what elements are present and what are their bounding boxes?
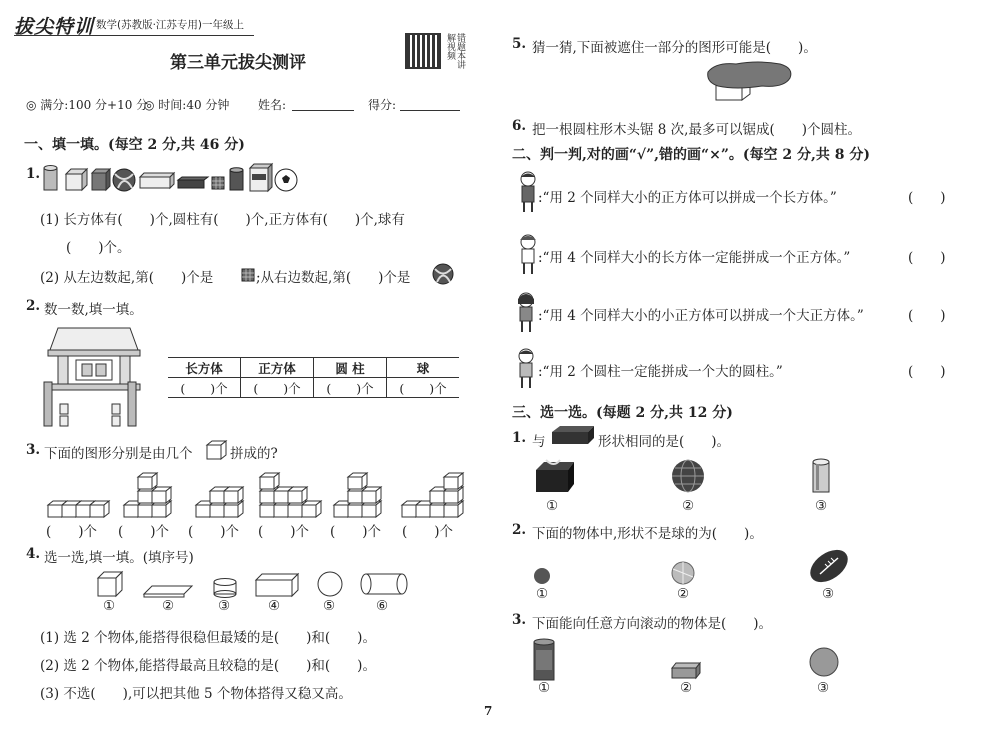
q6-number: 6. bbox=[512, 118, 527, 134]
s3-q1-number: 1. bbox=[512, 430, 527, 446]
s3-q3-number: 3. bbox=[512, 612, 527, 628]
brand-logo: 拔尖特训 bbox=[14, 16, 95, 38]
q4-number: 4. bbox=[26, 546, 41, 562]
jar-icon bbox=[532, 636, 558, 682]
cube-stack-6 bbox=[402, 473, 463, 517]
eraser-icon bbox=[670, 660, 702, 680]
soccer-ball-icon bbox=[275, 169, 297, 191]
q3-answer-5[interactable]: ( )个 bbox=[330, 524, 382, 540]
answer-cell[interactable]: ( )个 bbox=[241, 378, 314, 398]
name-field[interactable] bbox=[292, 110, 354, 111]
s3-q3-label-2: ② bbox=[680, 680, 693, 696]
cube-stack-1 bbox=[48, 501, 109, 517]
cube-stack-figures bbox=[40, 468, 470, 520]
s3-q1-text-a: 与 bbox=[532, 434, 546, 450]
s3-q1-label-1: ① bbox=[546, 498, 559, 514]
q1-line-1: (1) 长方体有( )个,圆柱有( )个,正方体有( )个,球有 bbox=[40, 212, 405, 228]
hidden-shape-figure bbox=[706, 58, 796, 104]
q6-text: 把一根圆柱形木头锯 8 次,最多可以锯成( )个圆柱。 bbox=[532, 122, 861, 138]
q4-line-1: (1) 选 2 个物体,能搭得很稳但最矮的是( )和( )。 bbox=[40, 630, 376, 646]
rubik-cube-icon bbox=[242, 267, 256, 281]
q2-number: 2. bbox=[26, 298, 41, 314]
q3-text-b: 拼成的? bbox=[230, 446, 278, 462]
s3-q3-label-1: ① bbox=[538, 680, 551, 696]
qr-code bbox=[405, 33, 441, 69]
page-number: 7 bbox=[484, 704, 493, 718]
s3-q3-label-3: ③ bbox=[817, 680, 830, 696]
score-field[interactable] bbox=[400, 110, 460, 111]
q4-label-4: ④ bbox=[268, 598, 281, 614]
cube-stack-4 bbox=[260, 473, 321, 517]
lying-cylinder-shape bbox=[361, 574, 407, 594]
table-header: 长方体 bbox=[168, 358, 241, 378]
cube-shape bbox=[98, 572, 122, 596]
s3-q2-label-3: ③ bbox=[822, 586, 835, 602]
q4-label-2: ② bbox=[162, 598, 175, 614]
q1-line-3a: (2) 从左边数起,第( )个是 bbox=[40, 270, 214, 286]
short-cylinder-shape bbox=[214, 579, 236, 598]
q3-answer-2[interactable]: ( )个 bbox=[118, 524, 170, 540]
table-header: 球 bbox=[387, 358, 460, 378]
ball-icon bbox=[432, 263, 456, 287]
s3-q1-label-2: ② bbox=[682, 498, 695, 514]
long-box-icon bbox=[140, 173, 174, 188]
sphere-shape bbox=[318, 572, 342, 596]
girl-character-icon bbox=[514, 290, 538, 336]
dark-box-icon bbox=[550, 424, 596, 446]
q3-number: 3. bbox=[26, 442, 41, 458]
block-building-figure bbox=[40, 322, 150, 432]
orange-icon bbox=[670, 560, 696, 586]
globe-icon bbox=[670, 458, 706, 494]
cube-stack-3 bbox=[196, 487, 243, 517]
judge-blank-3[interactable]: ( ) bbox=[908, 308, 946, 324]
can-icon bbox=[230, 168, 243, 190]
s3-q2-label-2: ② bbox=[677, 586, 690, 602]
s3-q2-number: 2. bbox=[512, 522, 527, 538]
s3-q1-text-b: 形状相同的是( )。 bbox=[598, 434, 731, 450]
full-score: ◎ 满分:100 分+10 分 bbox=[26, 98, 149, 112]
flat-board-shape bbox=[144, 586, 192, 597]
q5-text: 猜一猜,下面被遮住一部分的图形可能是( )。 bbox=[532, 40, 817, 56]
judge-item-1: :“用 2 个同样大小的正方体可以拼成一个长方体。” bbox=[538, 190, 837, 206]
s3-q1-label-3: ③ bbox=[815, 498, 828, 514]
boy-character-icon bbox=[516, 232, 540, 278]
q1-line-2: ( )个。 bbox=[66, 240, 131, 256]
judge-blank-1[interactable]: ( ) bbox=[908, 190, 946, 206]
q1-line-3b: ;从右边数起,第( )个是 bbox=[256, 270, 411, 286]
q4-label-1: ① bbox=[103, 598, 116, 614]
table-header: 圆 柱 bbox=[314, 358, 387, 378]
small-ball-icon bbox=[532, 566, 552, 586]
table-header: 正方体 bbox=[241, 358, 314, 378]
q3-answer-4[interactable]: ( )个 bbox=[258, 524, 310, 540]
q4-label-6: ⑥ bbox=[376, 598, 389, 614]
q3-text-a: 下面的图形分别是由几个 bbox=[44, 446, 193, 462]
qr-label: 错题本讲解视频 bbox=[445, 33, 465, 69]
q4-label-5: ⑤ bbox=[323, 598, 336, 614]
judge-item-2: :“用 4 个同样大小的长方体一定能拼成一个正方体。” bbox=[538, 250, 851, 266]
section-1-heading: 一、填一填。(每空 2 分,共 46 分) bbox=[24, 137, 245, 153]
cube-icon bbox=[66, 169, 87, 190]
score-label: 得分: bbox=[368, 98, 397, 112]
q1-objects bbox=[40, 162, 305, 196]
q4-text: 选一选,填一填。(填序号) bbox=[44, 550, 194, 566]
girl-character-icon bbox=[516, 170, 540, 216]
answer-cell[interactable]: ( )个 bbox=[168, 378, 241, 398]
q4-line-3: (3) 不选( ),可以把其他 5 个物体搭得又稳又高。 bbox=[40, 686, 352, 702]
q3-answer-3[interactable]: ( )个 bbox=[188, 524, 240, 540]
rubik-cube-icon bbox=[212, 177, 224, 189]
answer-cell[interactable]: ( )个 bbox=[387, 378, 460, 398]
q4-shapes bbox=[90, 570, 420, 600]
rugby-ball-icon bbox=[806, 546, 852, 586]
judge-blank-2[interactable]: ( ) bbox=[908, 250, 946, 266]
time-limit: ◎ 时间:40 分钟 bbox=[144, 98, 230, 112]
q2-text: 数一数,填一填。 bbox=[44, 302, 143, 318]
section-2-heading: 二、判一判,对的画“√”,错的画“×”。(每空 2 分,共 8 分) bbox=[512, 147, 870, 163]
s3-q2-text: 下面的物体中,形状不是球的为( )。 bbox=[532, 526, 763, 542]
small-cube-icon bbox=[206, 440, 228, 460]
answer-cell[interactable]: ( )个 bbox=[314, 378, 387, 398]
cube-stack-5 bbox=[334, 473, 381, 517]
q1-number: 1. bbox=[26, 166, 41, 182]
judge-item-4: :“用 2 个圆柱一定能拼成一个大的圆柱。” bbox=[538, 364, 783, 380]
top-rule bbox=[14, 35, 254, 36]
ball-icon bbox=[808, 646, 840, 678]
q5-number: 5. bbox=[512, 36, 527, 52]
boy-character-icon bbox=[514, 346, 538, 392]
s3-q2-label-1: ① bbox=[536, 586, 549, 602]
cuboid-dark-icon bbox=[92, 169, 110, 190]
book-subtitle: 数学(苏教版·江苏专用)一年级上 bbox=[96, 19, 245, 31]
q4-line-2: (2) 选 2 个物体,能搭得最高且较稳的是( )和( )。 bbox=[40, 658, 376, 674]
gift-box-icon bbox=[534, 458, 576, 496]
page-title: 第三单元拔尖测评 bbox=[170, 53, 306, 73]
judge-blank-4[interactable]: ( ) bbox=[908, 364, 946, 380]
shape-count-table bbox=[168, 357, 459, 398]
q4-label-3: ③ bbox=[218, 598, 231, 614]
cup-icon bbox=[810, 458, 834, 496]
name-label: 姓名: bbox=[258, 98, 287, 112]
cylinder-icon bbox=[44, 166, 57, 191]
ball-icon bbox=[113, 169, 135, 191]
bar-icon bbox=[178, 177, 208, 188]
cube-stack-2 bbox=[124, 473, 171, 517]
cuboid-shape bbox=[256, 574, 298, 596]
q3-answer-1[interactable]: ( )个 bbox=[46, 524, 98, 540]
q3-answer-6[interactable]: ( )个 bbox=[402, 524, 454, 540]
tea-box-icon bbox=[250, 164, 272, 191]
judge-item-3: :“用 4 个同样大小的小正方体可以拼成一个大正方体。” bbox=[538, 308, 864, 324]
section-3-heading: 三、选一选。(每题 2 分,共 12 分) bbox=[512, 405, 733, 421]
s3-q3-text: 下面能向任意方向滚动的物体是( )。 bbox=[532, 616, 773, 632]
